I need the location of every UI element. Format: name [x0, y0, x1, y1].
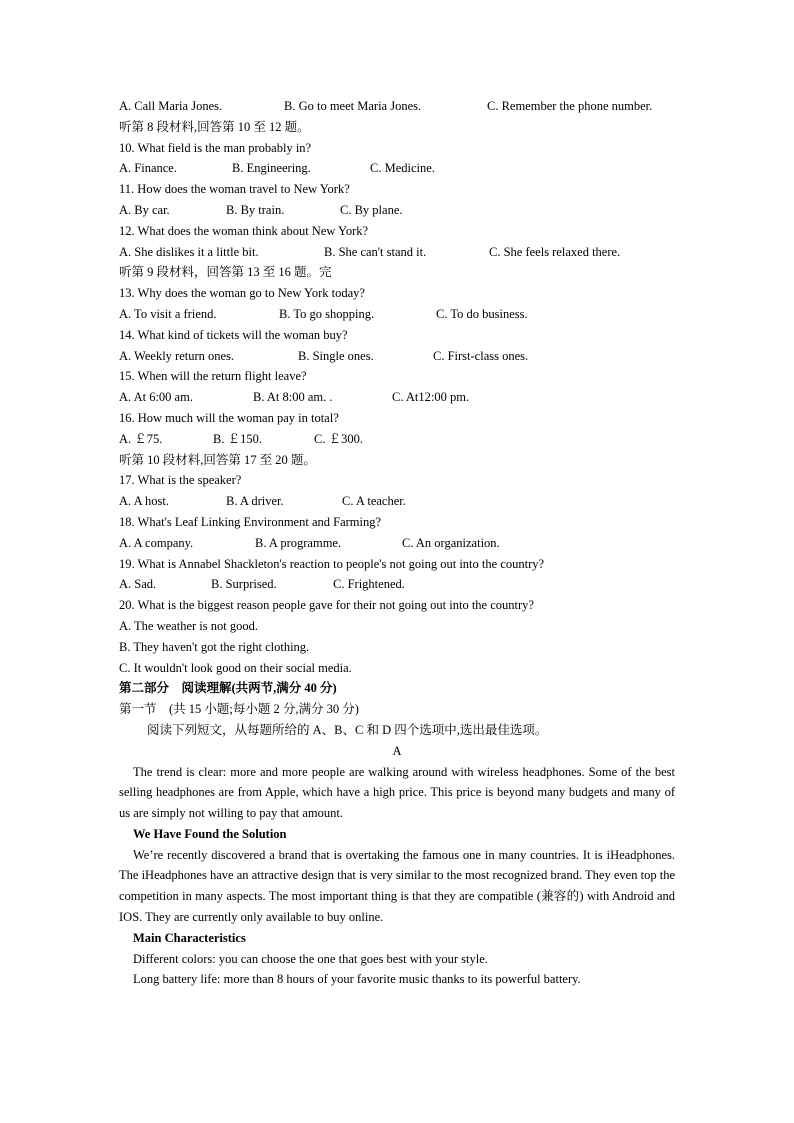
- option-b: B. She can't stand it.: [324, 244, 427, 259]
- option-b: B. A driver.: [226, 494, 284, 509]
- question-19: 19. What is Annabel Shackleton's reaction to people's not going out into the country?: [119, 556, 545, 571]
- option-c: C. To do business.: [436, 306, 528, 321]
- option-b: B. A programme.: [255, 535, 342, 550]
- option-a: A. To visit a friend.: [119, 306, 217, 321]
- section-10-intro: 听第 10 段材料,回答第 17 至 20 题。: [119, 452, 316, 467]
- option-a: A. She dislikes it a little bit.: [119, 244, 259, 259]
- option-b: B. Single ones.: [298, 348, 374, 363]
- option-c: C. She feels relaxed there.: [489, 244, 621, 259]
- q20-option-c: C. It wouldn't look good on their social media.: [119, 660, 352, 675]
- option-b: B. Engineering.: [232, 161, 311, 176]
- q13-options: [119, 304, 675, 325]
- option-a: A. At 6:00 am.: [119, 390, 193, 405]
- question-17: 17. What is the speaker?: [119, 473, 242, 488]
- option-c: C. By plane.: [340, 202, 403, 217]
- option-c: C. ￡300.: [314, 431, 363, 446]
- question-15: 15. When will the return flight leave?: [119, 369, 307, 384]
- question-13: 13. Why does the woman go to New York today?: [119, 286, 365, 301]
- reading-instruction: 阅读下列短文，从每题所给的 A、B、C 和 D 四个选项中,选出最佳选项。: [147, 722, 548, 737]
- q10-options: [119, 158, 675, 179]
- option-a: A. Sad.: [119, 577, 157, 592]
- option-c: C. At12:00 pm.: [392, 390, 470, 405]
- q20-option-a: A. The weather is not good.: [119, 618, 258, 633]
- q20-option-b: B. They haven't got the right clothing.: [119, 639, 310, 654]
- option-a: A. Finance.: [119, 161, 177, 176]
- q19-options: [119, 574, 675, 595]
- option-c: C. Frightened.: [333, 577, 405, 592]
- heading-solution: We Have Found the Solution: [133, 826, 287, 841]
- q15-options: [119, 387, 675, 408]
- question-14: 14. What kind of tickets will the woman buy?: [119, 327, 348, 342]
- q12-options: [119, 242, 675, 263]
- question-18: 18. What's Leaf Linking Environment and Farming?: [119, 514, 382, 529]
- page-content: [119, 96, 675, 990]
- passage-label: A: [392, 743, 402, 758]
- option-a: A. Call Maria Jones.: [119, 99, 223, 113]
- option-c: C. Medicine.: [370, 161, 435, 176]
- characteristic-colors: Different colors: you can choose the one that goes best with your style.: [133, 951, 488, 966]
- section1-title: 第一节 (共 15 小题;每小题 2 分,满分 30 分): [119, 702, 359, 717]
- q14-options: [119, 346, 675, 367]
- option-c: C. A teacher.: [342, 494, 406, 509]
- option-c: C. An organization.: [402, 535, 500, 550]
- option-b: B. By train.: [226, 202, 285, 217]
- part2-title: 第二部分 阅读理解(共两节,满分 40 分): [119, 681, 337, 696]
- q9-options: [119, 96, 675, 117]
- question-11: 11. How does the woman travel to New York?: [119, 182, 350, 197]
- section-8-intro: 听第 8 段材料,回答第 10 至 12 题。: [119, 119, 310, 134]
- q11-options: [119, 200, 675, 221]
- option-b: B. ￡150.: [213, 431, 262, 446]
- option-b: B. Surprised.: [211, 577, 277, 592]
- option-b: B. Go to meet Maria Jones.: [284, 99, 422, 113]
- option-a: A. ￡75.: [119, 431, 163, 446]
- characteristic-battery: Long battery life: more than 8 hours of your favorite music thanks to its powerful battery.: [133, 972, 581, 987]
- option-b: B. At 8:00 am. .: [253, 390, 333, 405]
- option-a: A. A host.: [119, 494, 170, 509]
- option-c: C. First-class ones.: [433, 348, 529, 363]
- question-20: 20. What is the biggest reason people gave for their not going out into the country?: [119, 598, 534, 613]
- heading-characteristics: Main Characteristics: [133, 930, 246, 945]
- question-10: 10. What field is the man probably in?: [119, 140, 312, 155]
- passage-paragraph-1: The trend is clear: more and more people are walking around with wireless headphones. Some of the best selling headphones are from Apple, which have a high price. This price is beyond many budgets and many of us are simply not willing to pay that amount.: [119, 764, 675, 821]
- option-a: A. Weekly return ones.: [119, 348, 235, 363]
- question-16: 16. How much will the woman pay in total?: [119, 410, 339, 425]
- q18-options: [119, 533, 675, 554]
- passage-paragraph-2: We’re recently discovered a brand that is overtaking the famous one in many countries. It is iHeadphones. The iHeadphones have an attractive design that is very similar to the most recognized brand. They even top the competition in many aspects. The most important thing is that they are compatible (兼容的) with Android and IOS. They are currently only available to buy online.: [119, 847, 675, 925]
- option-a: A. By car.: [119, 202, 170, 217]
- q17-options: [119, 491, 675, 512]
- option-a: A. A company.: [119, 535, 194, 550]
- section-9-intro: 听第 9 段材料，回答第 13 至 16 题。完: [119, 265, 332, 280]
- question-12: 12. What does the woman think about New York?: [119, 223, 369, 238]
- option-b: B. To go shopping.: [279, 306, 375, 321]
- option-c: C. Remember the phone number.: [487, 99, 653, 113]
- q16-options: [119, 429, 675, 450]
